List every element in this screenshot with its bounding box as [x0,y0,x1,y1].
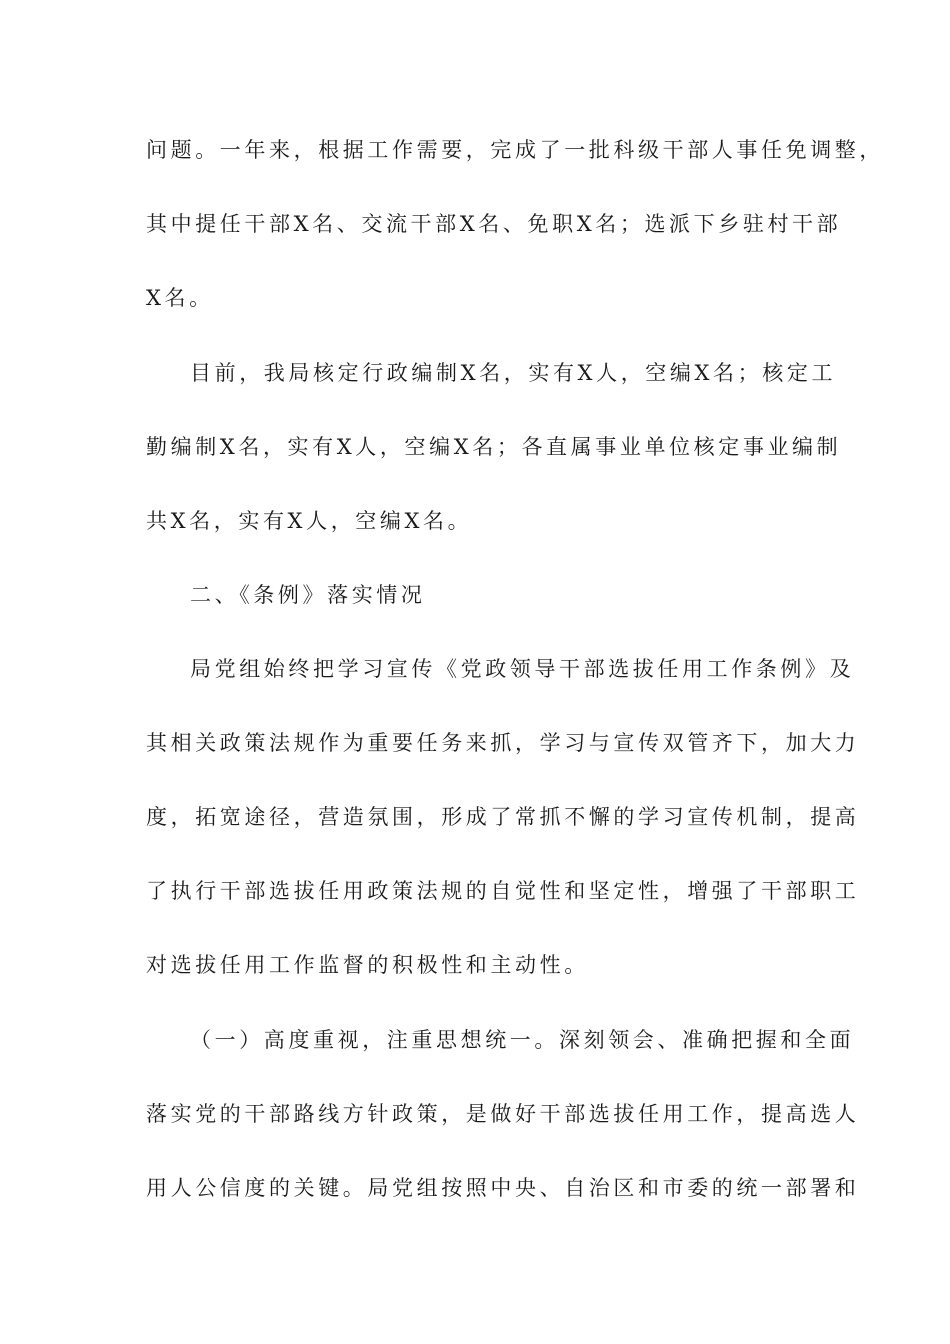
paragraph-line: 局党组始终把学习宣传《党政领导干部选拔任用工作条例》及 [190,657,855,681]
paragraph-line: X名。 [146,286,214,310]
paragraph-line: 度，拓宽途径，营造氛围，形成了常抓不懈的学习宣传机制，提高 [146,805,860,829]
subsection-line: （一）高度重视，注重思想统一。深刻领会、准确把握和全面 [190,1028,855,1052]
paragraph-line: 目前，我局核定行政编制X名，实有X人，空编X名；核定工 [190,361,837,385]
paragraph-line: 问题。一年来，根据工作需要，完成了一批科级干部人事任免调整， [146,138,884,162]
section-heading: 二、《条例》落实情况 [190,583,426,607]
paragraph-line: 其相关政策法规作为重要任务来抓，学习与宣传双管齐下，加大力 [146,731,860,755]
paragraph-line: 对选拔任用工作监督的积极性和主动性。 [146,953,589,977]
paragraph-line: 用人公信度的关键。局党组按照中央、自治区和市委的统一部署和 [146,1176,860,1200]
paragraph-line: 勤编制X名，实有X人，空编X名；各直属事业单位核定事业编制 [146,435,842,459]
paragraph-line: 共X名，实有X人，空编X名。 [146,509,473,533]
paragraph-line: 落实党的干部路线方针政策，是做好干部选拔任用工作，提高选人 [146,1102,860,1126]
paragraph-line: 其中提任干部X名、交流干部X名、免职X名；选派下乡驻村干部 [146,212,842,236]
paragraph-line: 了执行干部选拔任用政策法规的自觉性和坚定性，增强了干部职工 [146,879,860,903]
